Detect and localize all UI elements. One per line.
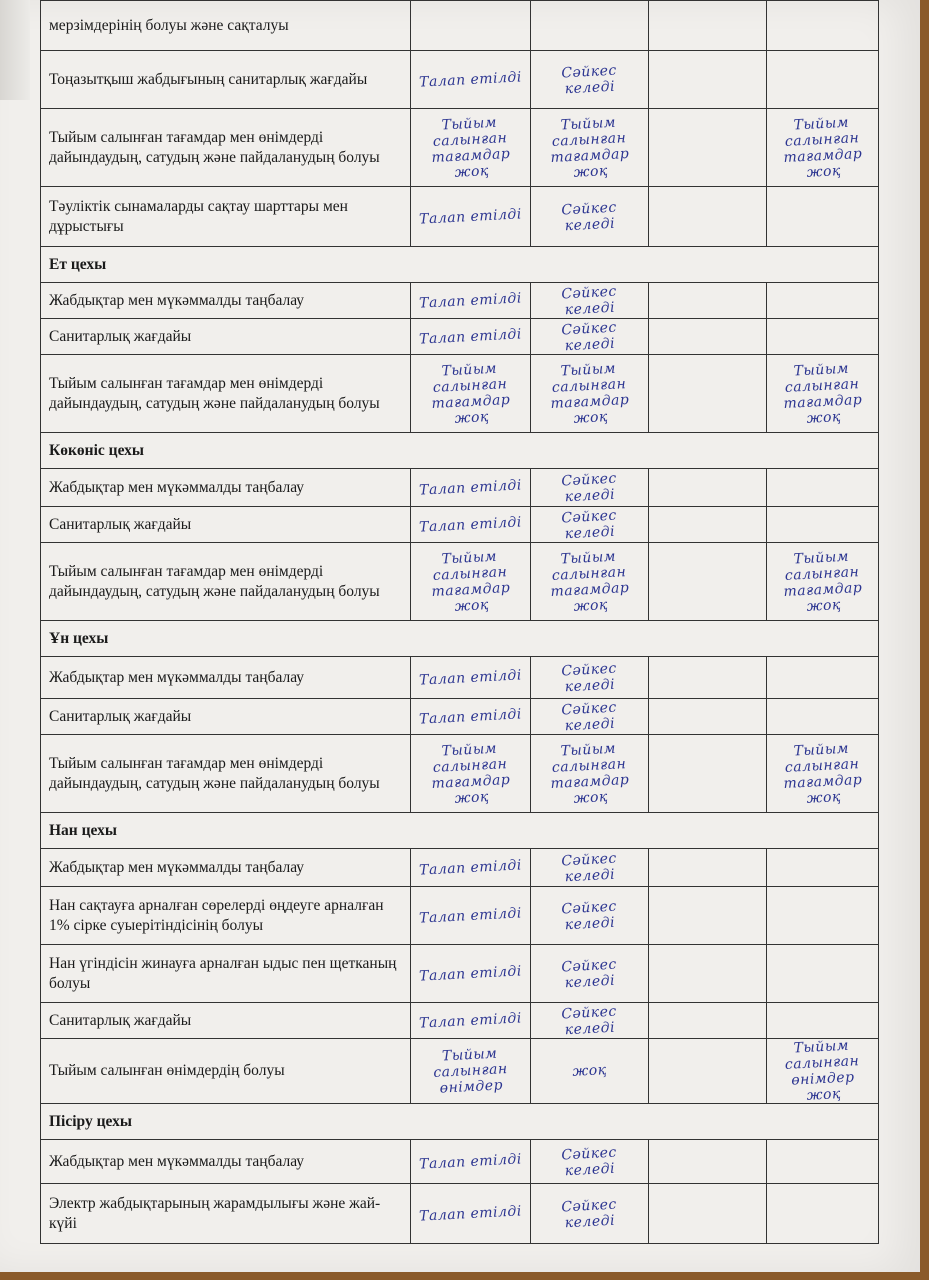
handwritten-note (657, 865, 758, 870)
result-cell-col1 (411, 1184, 531, 1244)
handwritten-note: Талап етілді (418, 904, 523, 927)
handwritten-note (775, 23, 870, 28)
result-cell-col3 (649, 735, 767, 813)
handwritten-note (775, 522, 870, 527)
criterion-label: Тыйым салынған тағамдар мен өнімдерді дайындаудың, сатудың және пайдаланудың болуы (41, 735, 411, 813)
table-row (41, 543, 879, 621)
table-row (41, 945, 879, 1003)
result-cell-col4 (767, 657, 879, 699)
criterion-label: Тоңазытқыш жабдығының санитарлық жағдайы (41, 51, 411, 109)
handwritten-note: Талап етілді (418, 325, 523, 348)
handwritten-note: Талап етілді (418, 205, 523, 228)
handwritten-note: Тыйым салынған тағамдар жоқ (431, 114, 511, 181)
result-cell-col1 (411, 187, 531, 247)
result-cell-col3 (649, 543, 767, 621)
handwritten-note (657, 971, 758, 976)
result-cell-col4 (767, 507, 879, 543)
handwritten-note (657, 714, 758, 719)
handwritten-note: Талап етілді (418, 1150, 523, 1173)
table-row (41, 469, 879, 507)
result-cell-col1 (411, 735, 531, 813)
result-cell-col1 (411, 469, 531, 507)
result-cell-col2 (531, 1184, 649, 1244)
result-cell-col3 (649, 1184, 767, 1244)
result-cell-col2 (531, 51, 649, 109)
section-row (41, 813, 879, 849)
handwritten-note: Тыйым салынған тағамдар жоқ (783, 360, 863, 427)
result-cell-col4 (767, 1, 879, 51)
handwritten-note: Талап етілді (418, 705, 523, 728)
table-row (41, 187, 879, 247)
result-cell-col3 (649, 1039, 767, 1104)
result-cell-col2 (531, 109, 649, 187)
handwritten-note (657, 522, 758, 527)
result-cell-col2 (531, 1003, 649, 1039)
table-row (41, 1140, 879, 1184)
result-cell-col2 (531, 1, 649, 51)
handwritten-note: Сәйкес келеді (560, 898, 618, 933)
result-cell-col1 (411, 699, 531, 735)
table-row (41, 887, 879, 945)
handwritten-note: Тыйым салынған өнімдер жоқ (784, 1037, 860, 1104)
result-cell-col3 (649, 109, 767, 187)
result-cell-col1 (411, 1003, 531, 1039)
handwritten-note (775, 913, 870, 918)
table-row (41, 319, 879, 355)
handwritten-note: Тыйым салынған тағамдар жоқ (431, 360, 511, 427)
handwritten-note: Талап етілді (418, 666, 523, 689)
handwritten-note: Тыйым салынған тағамдар жоқ (783, 548, 863, 615)
result-cell-col1 (411, 109, 531, 187)
result-cell-col1 (411, 51, 531, 109)
result-cell-col2 (531, 507, 649, 543)
result-cell-col2 (531, 1140, 649, 1184)
handwritten-note (657, 771, 758, 776)
table-row (41, 51, 879, 109)
criterion-label: Санитарлық жағдайы (41, 319, 411, 355)
handwritten-note (775, 1018, 870, 1023)
criterion-label: Жабдықтар мен мүкәммалды таңбалау (41, 1140, 411, 1184)
result-cell-col4 (767, 1184, 879, 1244)
table-row (41, 1003, 879, 1039)
result-cell-col4 (767, 543, 879, 621)
section-row (41, 1104, 879, 1140)
handwritten-note (775, 865, 870, 870)
handwritten-note: Сәйкес келеді (560, 470, 618, 505)
result-cell-col3 (649, 187, 767, 247)
handwritten-note: Сәйкес келеді (560, 199, 618, 234)
handwritten-note: Тыйым салынған өнімдер (432, 1045, 509, 1097)
handwritten-note: Сәйкес келеді (560, 1003, 618, 1038)
handwritten-note: Тыйым салынған тағамдар жоқ (550, 740, 630, 807)
handwritten-note (775, 675, 870, 680)
result-cell-col4 (767, 1003, 879, 1039)
result-cell-col1 (411, 319, 531, 355)
result-cell-col4 (767, 469, 879, 507)
result-cell-col3 (649, 657, 767, 699)
handwritten-note: Талап етілді (418, 476, 523, 499)
handwritten-note: Сәйкес келеді (560, 699, 618, 734)
handwritten-note: Талап етілді (418, 68, 523, 91)
result-cell-col2 (531, 543, 649, 621)
handwritten-note: Сәйкес келеді (560, 1144, 618, 1179)
handwritten-note (657, 675, 758, 680)
result-cell-col4 (767, 51, 879, 109)
handwritten-note: Тыйым салынған тағамдар жоқ (550, 360, 630, 427)
handwritten-note: Сәйкес келеді (560, 850, 618, 885)
result-cell-col4 (767, 849, 879, 887)
handwritten-note (657, 1068, 758, 1073)
result-cell-col1 (411, 657, 531, 699)
criterion-label: Санитарлық жағдайы (41, 507, 411, 543)
result-cell-col1 (411, 1, 531, 51)
result-cell-col3 (649, 1, 767, 51)
table-row (41, 1, 879, 51)
criterion-label: Тыйым салынған тағамдар мен өнімдерді дайындаудың, сатудың және пайдаланудың болуы (41, 355, 411, 433)
result-cell-col2 (531, 469, 649, 507)
inspection-table (40, 0, 879, 1244)
result-cell-col3 (649, 319, 767, 355)
result-cell-col3 (649, 849, 767, 887)
handwritten-note (657, 77, 758, 82)
handwritten-note (657, 214, 758, 219)
table-row (41, 849, 879, 887)
criterion-label: Жабдықтар мен мүкәммалды таңбалау (41, 849, 411, 887)
handwritten-note: Сәйкес келеді (560, 283, 618, 318)
result-cell-col4 (767, 283, 879, 319)
handwritten-note: Талап етілді (418, 856, 523, 879)
section-row (41, 247, 879, 283)
handwritten-note: Тыйым салынған тағамдар жоқ (550, 548, 630, 615)
section-title: Пісіру цехы (41, 1104, 879, 1140)
result-cell-col3 (649, 355, 767, 433)
handwritten-note (775, 214, 870, 219)
section-row (41, 433, 879, 469)
handwritten-note: Талап етілді (418, 513, 523, 536)
result-cell-col1 (411, 849, 531, 887)
handwritten-note (657, 1159, 758, 1164)
handwritten-note: Сәйкес келеді (560, 660, 618, 695)
criterion-label: Тыйым салынған тағамдар мен өнімдерді дайындаудың, сатудың және пайдаланудың болуы (41, 543, 411, 621)
criterion-label: мерзімдерінің болуы және сақталуы (41, 1, 411, 51)
result-cell-col1 (411, 507, 531, 543)
result-cell-col4 (767, 887, 879, 945)
handwritten-note (657, 391, 758, 396)
section-title: Нан цехы (41, 813, 879, 849)
criterion-label: Тәуліктік сынамаларды сақтау шарттары мен дұрыстығы (41, 187, 411, 247)
result-cell-col1 (411, 1039, 531, 1104)
table-row (41, 699, 879, 735)
section-title: Ұн цехы (41, 621, 879, 657)
handwritten-note (657, 298, 758, 303)
handwritten-note (775, 298, 870, 303)
handwritten-note: Тыйым салынған тағамдар жоқ (783, 114, 863, 181)
result-cell-col2 (531, 887, 649, 945)
handwritten-note (657, 23, 758, 28)
handwritten-note: Талап етілді (418, 1009, 523, 1032)
criterion-label: Жабдықтар мен мүкәммалды таңбалау (41, 657, 411, 699)
criterion-label: Электр жабдықтарының жарамдылығы және жай-күйі (41, 1184, 411, 1244)
section-title: Ет цехы (41, 247, 879, 283)
table-row (41, 1039, 879, 1104)
criterion-label: Тыйым салынған өнімдердің болуы (41, 1039, 411, 1104)
handwritten-note (657, 1018, 758, 1023)
result-cell-col3 (649, 887, 767, 945)
handwritten-note: Сәйкес келеді (560, 1196, 618, 1231)
handwritten-note (657, 1211, 758, 1216)
result-cell-col3 (649, 507, 767, 543)
handwritten-note (775, 971, 870, 976)
result-cell-col3 (649, 945, 767, 1003)
result-cell-col1 (411, 945, 531, 1003)
criterion-label: Санитарлық жағдайы (41, 699, 411, 735)
criterion-label: Тыйым салынған тағамдар мен өнімдерді дайындаудың, сатудың және пайдаланудың болуы (41, 109, 411, 187)
result-cell-col2 (531, 945, 649, 1003)
table-row (41, 657, 879, 699)
result-cell-col4 (767, 355, 879, 433)
result-cell-col1 (411, 887, 531, 945)
result-cell-col3 (649, 51, 767, 109)
result-cell-col2 (531, 187, 649, 247)
result-cell-col2 (531, 735, 649, 813)
result-cell-col1 (411, 283, 531, 319)
handwritten-note: Сәйкес келеді (560, 507, 618, 542)
paper-edge (0, 0, 30, 100)
table-row (41, 355, 879, 433)
handwritten-note (775, 334, 870, 339)
handwritten-note: Тыйым салынған тағамдар жоқ (783, 740, 863, 807)
table-row (41, 283, 879, 319)
result-cell-col1 (411, 1140, 531, 1184)
handwritten-note (775, 485, 870, 490)
handwritten-note: жоқ (571, 1062, 608, 1080)
handwritten-note: Сәйкес келеді (560, 319, 618, 354)
result-cell-col4 (767, 1140, 879, 1184)
handwritten-note (775, 1211, 870, 1216)
handwritten-note: Талап етілді (418, 1202, 523, 1225)
result-cell-col2 (531, 657, 649, 699)
result-cell-col2 (531, 283, 649, 319)
result-cell-col1 (411, 543, 531, 621)
section-row (41, 621, 879, 657)
result-cell-col4 (767, 319, 879, 355)
table-row (41, 735, 879, 813)
result-cell-col4 (767, 187, 879, 247)
handwritten-note: Тыйым салынған тағамдар жоқ (431, 548, 511, 615)
handwritten-note: Тыйым салынған тағамдар жоқ (550, 114, 630, 181)
table-row (41, 1184, 879, 1244)
handwritten-note: Талап етілді (418, 289, 523, 312)
result-cell-col3 (649, 699, 767, 735)
handwritten-note (775, 714, 870, 719)
criterion-label: Нан үгіндісін жинауға арналған ыдыс пен щетканың болуы (41, 945, 411, 1003)
criterion-label: Санитарлық жағдайы (41, 1003, 411, 1039)
handwritten-note: Сәйкес келеді (560, 956, 618, 991)
result-cell-col2 (531, 319, 649, 355)
result-cell-col2 (531, 355, 649, 433)
handwritten-note (657, 334, 758, 339)
handwritten-note (775, 1159, 870, 1164)
result-cell-col4 (767, 699, 879, 735)
handwritten-note (775, 77, 870, 82)
inspection-table-body (41, 1, 879, 1244)
result-cell-col2 (531, 849, 649, 887)
result-cell-col3 (649, 283, 767, 319)
result-cell-col4 (767, 945, 879, 1003)
criterion-label: Нан сақтауға арналған сөрелерді өңдеуге арналған 1% сірке суыерітіндісінің болуы (41, 887, 411, 945)
result-cell-col3 (649, 469, 767, 507)
table-row (41, 109, 879, 187)
table-row (41, 507, 879, 543)
handwritten-note: Талап етілді (418, 962, 523, 985)
criterion-label: Жабдықтар мен мүкәммалды таңбалау (41, 283, 411, 319)
result-cell-col1 (411, 355, 531, 433)
result-cell-col4 (767, 109, 879, 187)
criterion-label: Жабдықтар мен мүкәммалды таңбалау (41, 469, 411, 507)
result-cell-col3 (649, 1003, 767, 1039)
result-cell-col3 (649, 1140, 767, 1184)
handwritten-note: Тыйым салынған тағамдар жоқ (431, 740, 511, 807)
result-cell-col4 (767, 1039, 879, 1104)
handwritten-note (657, 145, 758, 150)
result-cell-col2 (531, 1039, 649, 1104)
result-cell-col2 (531, 699, 649, 735)
section-title: Көкөніс цехы (41, 433, 879, 469)
handwritten-note (657, 485, 758, 490)
handwritten-note (657, 579, 758, 584)
handwritten-note (657, 913, 758, 918)
handwritten-note (539, 23, 640, 28)
result-cell-col4 (767, 735, 879, 813)
handwritten-note: Сәйкес келеді (560, 62, 618, 97)
handwritten-note (419, 23, 522, 28)
